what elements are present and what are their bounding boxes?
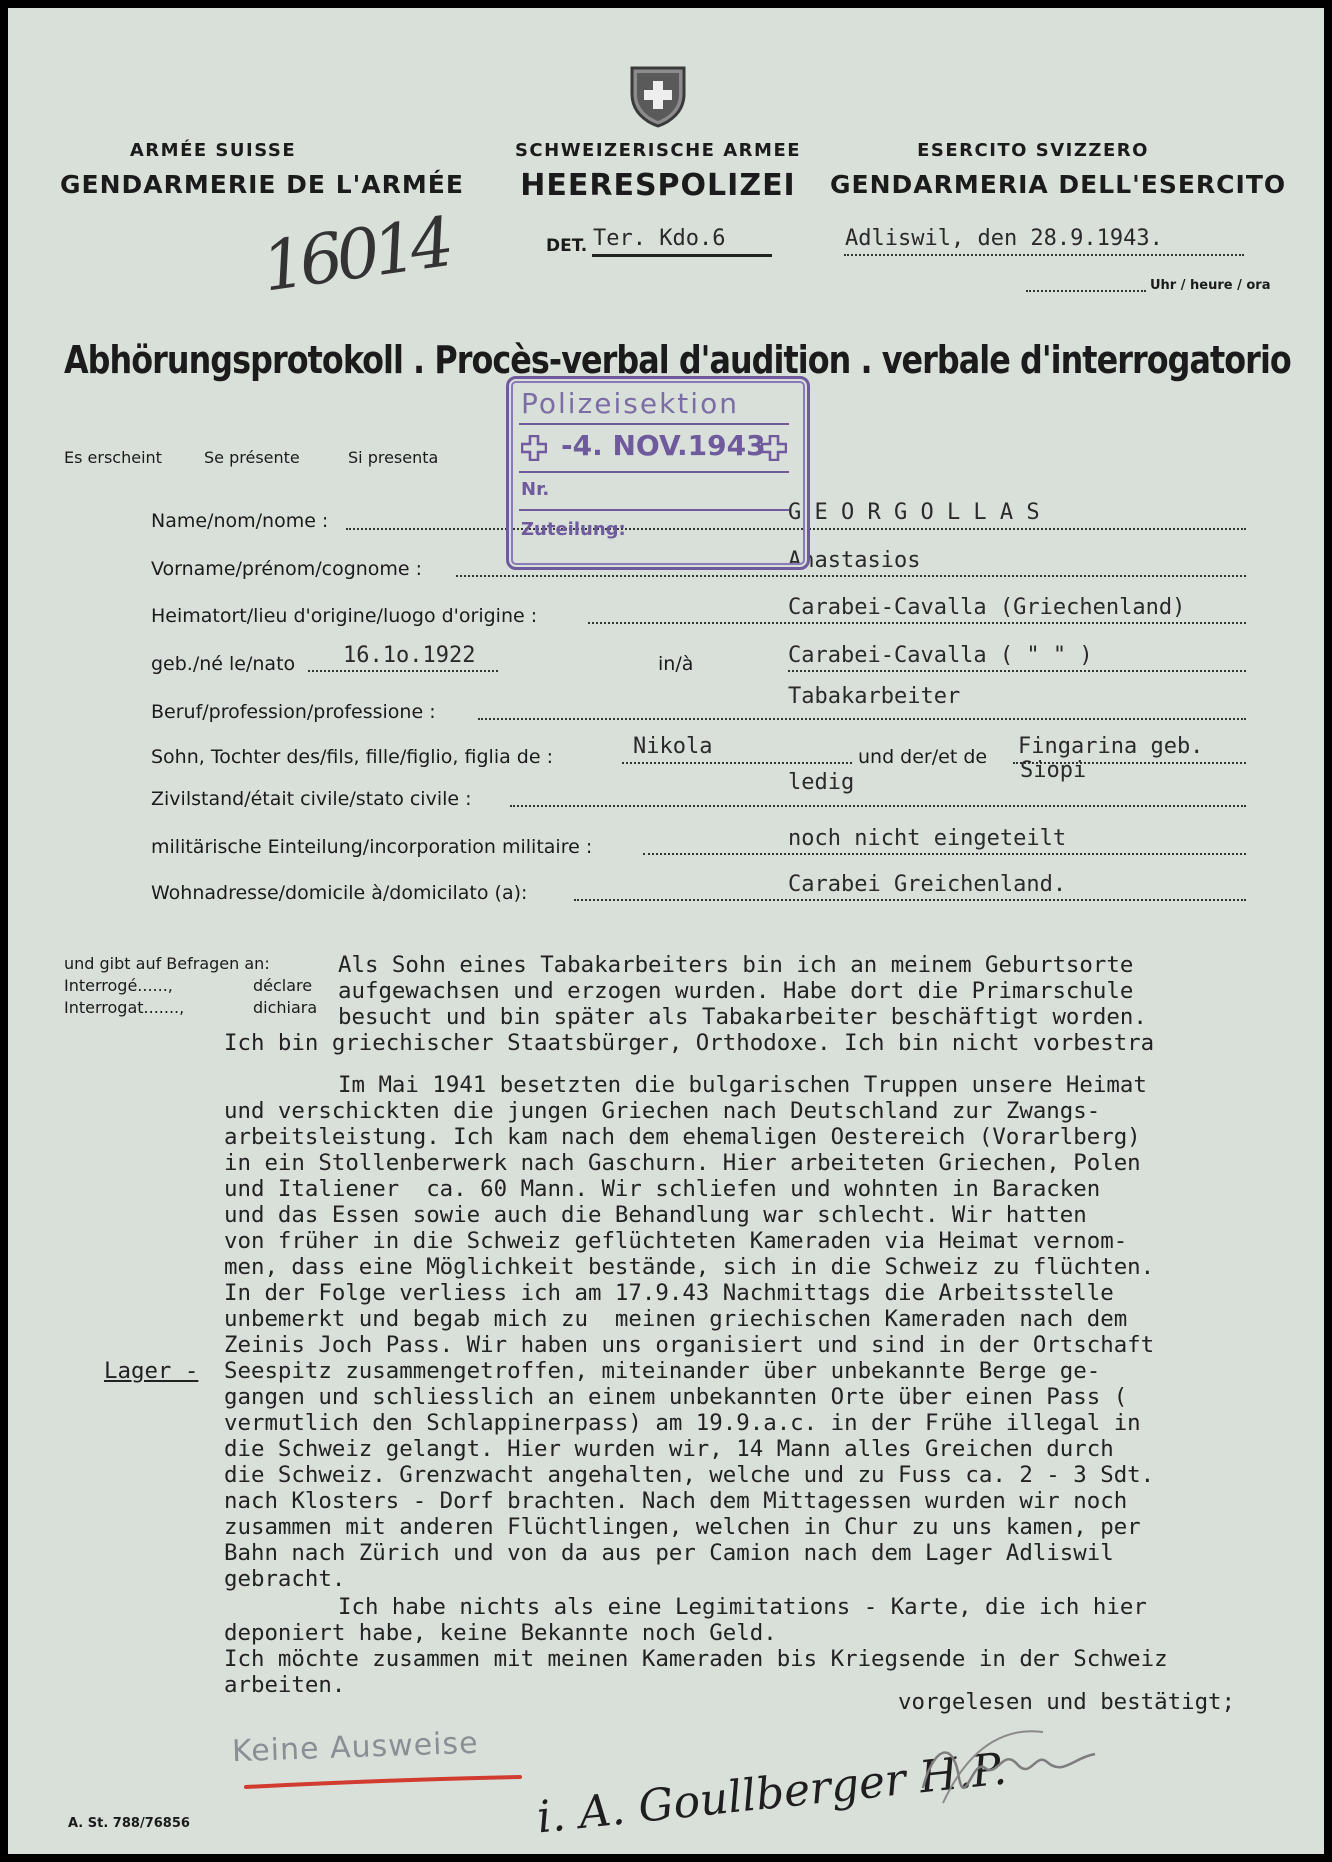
time-label: Uhr / heure / ora — [1150, 278, 1271, 293]
statement-line: nach Klosters - Dorf brachten. Nach dem Mittagessen wurden wir noch — [224, 1488, 1128, 1514]
place-date-dotted-line — [844, 254, 1244, 256]
header-center-line2: HEERESPOLIZEI — [520, 168, 796, 203]
statement-line: die Schweiz. Grenzwacht angehalten, welche und zu Fuss ca. 2 - 3 Sdt. — [224, 1462, 1155, 1488]
statement-line: gebracht. — [224, 1566, 346, 1592]
statement-line: arbeiten. — [224, 1672, 346, 1698]
header-left-line2: GENDARMERIE DE L'ARMÉE — [60, 170, 464, 199]
place-date: Adliswil, den 28.9.1943. — [845, 226, 1163, 251]
sohn-value: Nikola — [633, 734, 713, 759]
vorname-value: Anastasios — [788, 548, 921, 573]
det-value: Ter. Kdo.6 — [593, 226, 726, 251]
statement-label-it-verb: dichiara — [253, 998, 318, 1017]
geb-label: geb./né le/nato — [151, 653, 296, 675]
statement-line: vermutlich den Schlappinerpass) am 19.9.a.c. in der Frühe illegal in — [224, 1410, 1141, 1436]
margin-note-lager: Lager - — [104, 1358, 199, 1384]
statement-line: die Schweiz gelangt. Hier wurden wir, 14 Mann alles Greichen durch — [224, 1436, 1114, 1462]
stamp-line1: Polizeisektion — [521, 387, 739, 420]
appears-fr: Se présente — [204, 448, 300, 467]
beruf-dotted-line — [478, 718, 1246, 720]
heimatort-value: Carabei-Cavalla (Griechenland) — [788, 595, 1186, 620]
appears-it: Si presenta — [348, 448, 439, 467]
statement-line: Im Mai 1941 besetzten die bulgarischen Truppen unsere Heimat — [338, 1072, 1147, 1098]
und-value-line1: Fingarina geb. — [1018, 734, 1204, 759]
mil-value: noch nicht eingeteilt — [788, 826, 1067, 851]
document-page — [8, 8, 1324, 1854]
und-value-line2: Siopi — [1020, 758, 1087, 783]
statement-line: Seespitz zusammengetroffen, miteinander über unbekannte Berge ge- — [224, 1358, 1101, 1384]
appears-de: Es erscheint — [64, 448, 162, 467]
statement-line: unbemerkt und begab mich zu meinen griechischen Kameraden nach dem — [224, 1306, 1128, 1332]
zivil-label: Zivilstand/était civile/stato civile : — [151, 788, 472, 810]
mil-label: militärische Einteilung/incorporation militaire : — [151, 836, 593, 858]
geb-value: 16.1o.1922 — [343, 643, 476, 668]
wohn-dotted-line — [574, 899, 1246, 901]
signature: i. A. Goullberger H.P. — [534, 1743, 1009, 1844]
stamp-rule-2 — [519, 471, 789, 473]
handwritten-file-number: 16014 — [257, 203, 453, 308]
statement-line: und verschickten die jungen Griechen nach Deutschland zur Zwangs- — [224, 1098, 1101, 1124]
statement-line: aufgewachsen und erzogen wurden. Habe dort die Primarschule — [338, 978, 1134, 1004]
heimatort-dotted-line — [588, 622, 1246, 624]
zivil-dotted-line — [510, 805, 1246, 807]
sohn-dotted-line — [622, 762, 852, 764]
statement-line: Als Sohn eines Tabakarbeiters bin ich an meinem Geburtsorte — [338, 952, 1134, 978]
statement-line: Bahn nach Zürich und von da aus per Camion nach dem Lager Adliswil — [224, 1540, 1114, 1566]
statement-line: und Italiener ca. 60 Mann. Wir schliefen und wohnten in Baracken — [224, 1176, 1101, 1202]
sohn-label: Sohn, Tochter des/fils, fille/figlio, figlia de : — [151, 746, 553, 768]
vorname-dotted-line — [456, 575, 1246, 577]
beruf-label: Beruf/profession/professione : — [151, 701, 436, 723]
statement-line: men, dass eine Möglichkeit bestände, sich in die Schweiz zu flüchten. — [224, 1254, 1155, 1280]
statement-line: Ich möchte zusammen mit meinen Kameraden bis Kriegsende in der Schweiz — [224, 1646, 1168, 1672]
stamp-date: -4. NOV.1943 — [561, 429, 766, 462]
handwritten-note: Keine Ausweise — [231, 1725, 480, 1770]
header-center-line1: SCHWEIZERISCHE ARMEE — [514, 140, 802, 161]
stamp-nr-label: Nr. — [521, 479, 550, 500]
statement-label-fr-verb: déclare — [253, 976, 313, 995]
header-right-line1: ESERCITO SVIZZERO — [917, 140, 1149, 161]
statement-line: In der Folge verliess ich am 17.9.43 Nachmittags die Arbeitsstelle — [224, 1280, 1114, 1306]
wohn-label: Wohnadresse/domicile à/domicilato (a): — [151, 882, 528, 904]
time-dotted-line — [1026, 290, 1146, 292]
geb-dotted-line — [308, 670, 498, 672]
statement-line: arbeitsleistung. Ich kam nach dem ehemaligen Oestereich (Vorarlberg) — [224, 1124, 1141, 1150]
statement-label-fr: Interrogé......, — [64, 976, 173, 995]
statement-line: Ich habe nichts als eine Legimitations - Karte, die ich hier — [338, 1594, 1147, 1620]
wohn-value: Carabei Greichenland. — [788, 872, 1067, 897]
statement-line: Zeinis Joch Pass. Wir haben uns organisiert und sind in der Ortschaft — [224, 1332, 1155, 1358]
statement-line: Ich bin griechischer Staatsbürger, Orthodoxe. Ich bin nicht vorbestra — [224, 1030, 1155, 1056]
header-right-line2: GENDARMERIA DELL'ESERCITO — [830, 170, 1287, 199]
in-value: Carabei-Cavalla ( " " ) — [788, 643, 1093, 668]
stamp-cross-icon-left — [521, 435, 547, 461]
statement-label-de: und gibt auf Befragen an: — [64, 954, 270, 973]
closing-confirmation: vorgelesen und bestätigt; — [898, 1689, 1236, 1715]
in-label: in/à — [658, 653, 694, 675]
statement-line: besucht und bin später als Tabakarbeiter beschäftigt worden. — [338, 1004, 1147, 1030]
beruf-value: Tabakarbeiter — [788, 684, 961, 709]
stamp-rule-3 — [519, 509, 789, 511]
vorname-label: Vorname/prénom/cognome : — [151, 558, 423, 580]
statement-line: deponiert habe, keine Bekannte noch Geld. — [224, 1620, 777, 1646]
det-underline — [592, 254, 772, 257]
stamp-cross-icon-right — [761, 435, 787, 461]
red-underline-mark — [244, 1773, 524, 1793]
stamp-rule-1 — [519, 423, 789, 425]
form-number: A. St. 788/76856 — [68, 1816, 190, 1831]
zivil-value: ledig — [788, 770, 855, 795]
second-signature-scribble — [913, 1718, 1103, 1818]
statement-line: gangen und schliesslich an einem unbekannten Orte über einen Pass ( — [224, 1384, 1128, 1410]
statement-line: in ein Stollenberwerk nach Gaschurn. Hier arbeiteten Griechen, Polen — [224, 1150, 1141, 1176]
und-label: und der/et de — [858, 746, 988, 768]
swiss-shield-icon — [628, 64, 688, 128]
heimatort-label: Heimatort/lieu d'origine/luogo d'origine : — [151, 605, 538, 627]
in-dotted-line — [788, 670, 1246, 672]
police-section-stamp — [506, 376, 810, 570]
name-value: G E O R G O L L A S — [788, 500, 1040, 525]
mil-dotted-line — [643, 853, 1246, 855]
statement-label-it: Interrogat......., — [64, 998, 185, 1017]
header-left-line1: ARMÉE SUISSE — [129, 140, 297, 161]
statement-line: von früher in die Schweiz geflüchteten Kameraden via Heimat vernom- — [224, 1228, 1128, 1254]
det-label: DET. — [546, 236, 588, 256]
stamp-zuteilung-label: Zuteilung: — [521, 519, 626, 540]
name-label: Name/nom/nome : — [151, 510, 329, 532]
statement-line: zusammen mit anderen Flüchtlingen, welchen in Chur zu uns kamen, per — [224, 1514, 1141, 1540]
document-title: Abhörungsprotokoll . Procès-verbal d'audition . verbale d'interrogatorio — [64, 338, 1291, 382]
statement-line: und das Essen sowie auch die Behandlung war schlecht. Wir hatten — [224, 1202, 1087, 1228]
